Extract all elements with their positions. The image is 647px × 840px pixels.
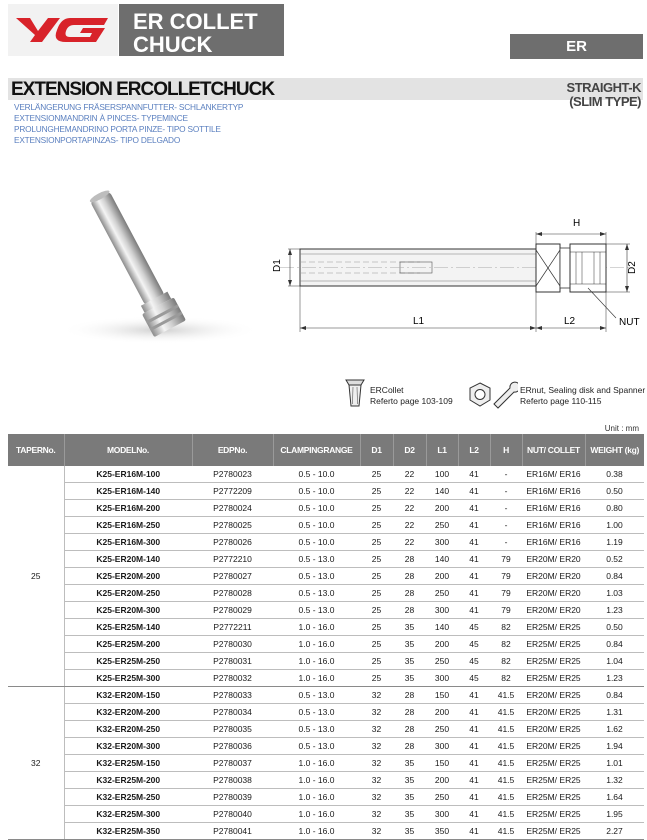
cell-model: K25-ER16M-250 — [64, 517, 192, 534]
cell-h: 41.5 — [490, 823, 522, 840]
cell-l1: 200 — [426, 500, 458, 517]
cell-h: - — [490, 466, 522, 483]
cell-weight: 1.00 — [585, 517, 644, 534]
cell-h: - — [490, 517, 522, 534]
cell-model: K32-ER25M-200 — [64, 772, 192, 789]
cell-weight: 0.84 — [585, 636, 644, 653]
cell-nut-collet: ER16M/ ER16 — [522, 534, 585, 551]
spec-table — [8, 434, 644, 840]
cell-edp: P2780034 — [192, 704, 273, 721]
cell-clamping-range: 1.0 - 16.0 — [273, 823, 360, 840]
cell-edp: P2780031 — [192, 653, 273, 670]
cell-l2: 41 — [458, 551, 490, 568]
cell-l2: 41 — [458, 823, 490, 840]
cell-model: K25-ER25M-140 — [64, 619, 192, 636]
cell-d1: 32 — [360, 789, 393, 806]
nut-reference — [520, 385, 645, 407]
cell-nut-collet: ER20M/ ER20 — [522, 602, 585, 619]
cell-h: 79 — [490, 551, 522, 568]
cell-model: K32-ER25M-150 — [64, 755, 192, 772]
cell-clamping-range: 0.5 - 10.0 — [273, 483, 360, 500]
label-d1: D1 — [272, 259, 283, 272]
cell-nut-collet: ER25M/ ER25 — [522, 772, 585, 789]
cell-weight: 0.52 — [585, 551, 644, 568]
cell-d1: 32 — [360, 687, 393, 704]
cell-nut-collet: ER16M/ ER16 — [522, 500, 585, 517]
cell-nut-collet: ER16M/ ER16 — [522, 517, 585, 534]
table-row — [8, 466, 644, 483]
cell-l1: 300 — [426, 534, 458, 551]
cell-l1: 200 — [426, 704, 458, 721]
cell-d2: 35 — [393, 653, 426, 670]
cell-d1: 32 — [360, 823, 393, 840]
cell-h: 82 — [490, 653, 522, 670]
multilingual-subtitles — [14, 102, 243, 146]
header-taper: TAPERNo. — [8, 434, 64, 466]
cell-d2: 28 — [393, 551, 426, 568]
cell-d1: 25 — [360, 500, 393, 517]
cell-d1: 32 — [360, 704, 393, 721]
cell-d2: 28 — [393, 721, 426, 738]
cell-l1: 200 — [426, 636, 458, 653]
cell-h: 82 — [490, 619, 522, 636]
cell-weight: 1.95 — [585, 806, 644, 823]
header-h: H — [490, 434, 522, 466]
technical-drawing — [270, 210, 647, 340]
cell-d2: 35 — [393, 619, 426, 636]
product-photo — [20, 180, 260, 360]
cell-nut-collet: ER25M/ ER25 — [522, 806, 585, 823]
cell-model: K25-ER16M-300 — [64, 534, 192, 551]
cell-weight: 1.03 — [585, 585, 644, 602]
cell-clamping-range: 0.5 - 13.0 — [273, 568, 360, 585]
cell-l1: 300 — [426, 602, 458, 619]
cell-clamping-range: 0.5 - 10.0 — [273, 500, 360, 517]
cell-nut-collet: ER20M/ ER25 — [522, 704, 585, 721]
subtitle-it: PROLUNGHEMANDRINO PORTA PINZE- TIPO SOTTILE — [14, 124, 221, 134]
nut-reference-page[interactable]: Referto page 110-115 — [520, 396, 602, 406]
cell-weight: 1.31 — [585, 704, 644, 721]
cell-l1: 140 — [426, 551, 458, 568]
table-row — [8, 500, 644, 517]
cell-d2: 35 — [393, 755, 426, 772]
cell-l2: 45 — [458, 670, 490, 687]
cell-h: 79 — [490, 585, 522, 602]
cell-model: K25-ER20M-140 — [64, 551, 192, 568]
cell-edp: P2780023 — [192, 466, 273, 483]
cell-h: 41.5 — [490, 772, 522, 789]
cell-l1: 140 — [426, 483, 458, 500]
nut-reference-title: ERnut, Sealing disk and Spanner — [520, 385, 646, 395]
cell-edp: P2780024 — [192, 500, 273, 517]
cell-l1: 250 — [426, 653, 458, 670]
header-d1: D1 — [360, 434, 393, 466]
cell-nut-collet: ER25M/ ER25 — [522, 755, 585, 772]
cell-nut-collet: ER16M/ ER16 — [522, 483, 585, 500]
cell-model: K25-ER20M-300 — [64, 602, 192, 619]
cell-clamping-range: 0.5 - 10.0 — [273, 517, 360, 534]
cell-l1: 140 — [426, 619, 458, 636]
cell-clamping-range: 1.0 - 16.0 — [273, 670, 360, 687]
cell-l2: 41 — [458, 466, 490, 483]
table-row — [8, 602, 644, 619]
cell-d1: 25 — [360, 636, 393, 653]
cell-model: K25-ER20M-250 — [64, 585, 192, 602]
cell-d1: 32 — [360, 806, 393, 823]
cell-nut-collet: ER25M/ ER25 — [522, 619, 585, 636]
cell-nut-collet: ER25M/ ER25 — [522, 636, 585, 653]
cell-nut-collet: ER25M/ ER25 — [522, 653, 585, 670]
table-row — [8, 772, 644, 789]
table-row — [8, 534, 644, 551]
cell-l1: 200 — [426, 772, 458, 789]
cell-h: 41.5 — [490, 687, 522, 704]
cell-nut-collet: ER20M/ ER20 — [522, 568, 585, 585]
table-row — [8, 738, 644, 755]
cell-h: 82 — [490, 636, 522, 653]
cell-model: K25-ER25M-250 — [64, 653, 192, 670]
type-label — [567, 81, 641, 109]
cell-l1: 300 — [426, 806, 458, 823]
cell-edp: P2780038 — [192, 772, 273, 789]
table-row — [8, 687, 644, 704]
cell-weight: 2.27 — [585, 823, 644, 840]
cell-edp: P2780039 — [192, 789, 273, 806]
cell-nut-collet: ER20M/ ER25 — [522, 687, 585, 704]
cell-clamping-range: 0.5 - 13.0 — [273, 551, 360, 568]
label-d2: D2 — [627, 261, 638, 274]
cell-nut-collet: ER20M/ ER20 — [522, 585, 585, 602]
brand-logo — [8, 4, 118, 56]
cell-l1: 300 — [426, 738, 458, 755]
title-line-1: ER COLLET — [133, 9, 258, 34]
label-l2: L2 — [564, 316, 576, 327]
label-h: H — [573, 218, 581, 229]
cell-weight: 0.80 — [585, 500, 644, 517]
cell-clamping-range: 1.0 - 16.0 — [273, 789, 360, 806]
header-weight: WEIGHT (kg) — [585, 434, 644, 466]
cell-weight: 1.62 — [585, 721, 644, 738]
cell-model: K32-ER20M-200 — [64, 704, 192, 721]
table-row — [8, 755, 644, 772]
cell-l2: 45 — [458, 619, 490, 636]
cell-clamping-range: 1.0 - 16.0 — [273, 755, 360, 772]
header-edp: EDPNo. — [192, 434, 273, 466]
table-row — [8, 823, 644, 840]
cell-clamping-range: 1.0 - 16.0 — [273, 636, 360, 653]
collet-reference — [370, 385, 453, 407]
cell-d2: 35 — [393, 806, 426, 823]
type-line-2: (SLIM TYPE) — [569, 94, 641, 109]
cell-edp: P2780036 — [192, 738, 273, 755]
cell-d2: 28 — [393, 585, 426, 602]
cell-edp: P2780027 — [192, 568, 273, 585]
subtitle-fr: EXTENSIONMANDRIN À PINCES- TYPEMINCE — [14, 113, 188, 123]
cell-l2: 41 — [458, 755, 490, 772]
cell-clamping-range: 0.5 - 13.0 — [273, 738, 360, 755]
cell-d1: 25 — [360, 517, 393, 534]
cell-nut-collet: ER25M/ ER25 — [522, 670, 585, 687]
cell-l2: 41 — [458, 585, 490, 602]
cell-d2: 28 — [393, 687, 426, 704]
cell-l2: 41 — [458, 806, 490, 823]
cell-h: 41.5 — [490, 721, 522, 738]
cell-h: - — [490, 483, 522, 500]
cell-clamping-range: 1.0 - 16.0 — [273, 619, 360, 636]
cell-l2: 41 — [458, 738, 490, 755]
cell-l1: 250 — [426, 517, 458, 534]
cell-model: K32-ER25M-250 — [64, 789, 192, 806]
cell-d1: 25 — [360, 602, 393, 619]
cell-l2: 45 — [458, 636, 490, 653]
cell-l1: 150 — [426, 687, 458, 704]
cell-d2: 28 — [393, 704, 426, 721]
cell-model: K32-ER20M-150 — [64, 687, 192, 704]
cell-edp: P2780032 — [192, 670, 273, 687]
cell-h: 41.5 — [490, 704, 522, 721]
cell-l1: 300 — [426, 670, 458, 687]
table-row — [8, 619, 644, 636]
table-row — [8, 585, 644, 602]
cell-edp: P2772211 — [192, 619, 273, 636]
title-line-2: CHUCK — [133, 32, 213, 57]
collet-reference-page[interactable]: Referto page 103-109 — [370, 396, 453, 406]
header-clamping-range: CLAMPINGRANGE — [273, 434, 360, 466]
table-row — [8, 721, 644, 738]
collet-reference-title: ERCollet — [370, 385, 404, 395]
cell-d2: 35 — [393, 670, 426, 687]
cell-weight: 1.32 — [585, 772, 644, 789]
cell-model: K25-ER20M-200 — [64, 568, 192, 585]
cell-clamping-range: 1.0 - 16.0 — [273, 772, 360, 789]
cell-nut-collet: ER20M/ ER20 — [522, 551, 585, 568]
cell-nut-collet: ER16M/ ER16 — [522, 466, 585, 483]
cell-taper: 25 — [8, 466, 64, 687]
cell-d2: 22 — [393, 517, 426, 534]
cell-d2: 35 — [393, 636, 426, 653]
table-row — [8, 636, 644, 653]
cell-h: 41.5 — [490, 806, 522, 823]
cell-d1: 25 — [360, 483, 393, 500]
collet-icon — [344, 377, 366, 409]
cell-h: 79 — [490, 602, 522, 619]
cell-model: K32-ER20M-250 — [64, 721, 192, 738]
cell-clamping-range: 1.0 - 16.0 — [273, 653, 360, 670]
cell-h: 82 — [490, 670, 522, 687]
cell-h: 79 — [490, 568, 522, 585]
cell-l2: 41 — [458, 534, 490, 551]
cell-d2: 28 — [393, 602, 426, 619]
cell-l2: 41 — [458, 568, 490, 585]
cell-model: K25-ER16M-100 — [64, 466, 192, 483]
cell-l1: 250 — [426, 721, 458, 738]
cell-model: K25-ER25M-300 — [64, 670, 192, 687]
cell-weight: 1.23 — [585, 602, 644, 619]
header-l1: L1 — [426, 434, 458, 466]
cell-weight: 1.01 — [585, 755, 644, 772]
cell-edp: P2780037 — [192, 755, 273, 772]
cell-edp: P2780028 — [192, 585, 273, 602]
cell-l2: 45 — [458, 653, 490, 670]
cell-nut-collet: ER25M/ ER25 — [522, 789, 585, 806]
cell-l2: 41 — [458, 483, 490, 500]
cell-d1: 25 — [360, 534, 393, 551]
cell-model: K32-ER25M-350 — [64, 823, 192, 840]
cell-clamping-range: 0.5 - 13.0 — [273, 585, 360, 602]
cell-weight: 0.84 — [585, 687, 644, 704]
nut-spanner-icon — [466, 380, 518, 410]
label-nut: NUT — [619, 317, 640, 328]
table-row — [8, 670, 644, 687]
cell-edp: P2780026 — [192, 534, 273, 551]
cell-model: K25-ER16M-140 — [64, 483, 192, 500]
cell-l2: 41 — [458, 789, 490, 806]
cell-clamping-range: 0.5 - 13.0 — [273, 704, 360, 721]
cell-d1: 25 — [360, 585, 393, 602]
cell-edp: P2780040 — [192, 806, 273, 823]
cell-model: K32-ER25M-300 — [64, 806, 192, 823]
cell-d2: 28 — [393, 568, 426, 585]
cell-edp: P2780041 — [192, 823, 273, 840]
cell-d1: 32 — [360, 738, 393, 755]
cell-clamping-range: 0.5 - 10.0 — [273, 534, 360, 551]
cell-nut-collet: ER20M/ ER25 — [522, 738, 585, 755]
cell-d2: 35 — [393, 789, 426, 806]
cell-edp: P2772210 — [192, 551, 273, 568]
cell-d2: 22 — [393, 500, 426, 517]
table-row — [8, 551, 644, 568]
cell-l2: 41 — [458, 687, 490, 704]
table-row — [8, 704, 644, 721]
cell-weight: 0.38 — [585, 466, 644, 483]
label-l1: L1 — [413, 316, 425, 327]
header-nut-collet: NUT/ COLLET — [522, 434, 585, 466]
cell-h: 41.5 — [490, 755, 522, 772]
section-title: EXTENSION ERCOLLETCHUCK — [11, 79, 275, 100]
cell-d2: 22 — [393, 534, 426, 551]
cell-model: K25-ER16M-200 — [64, 500, 192, 517]
table-row — [8, 517, 644, 534]
cell-weight: 1.64 — [585, 789, 644, 806]
cell-weight: 1.04 — [585, 653, 644, 670]
table-row — [8, 568, 644, 585]
cell-weight: 1.23 — [585, 670, 644, 687]
cell-l1: 100 — [426, 466, 458, 483]
cell-clamping-range: 0.5 - 13.0 — [273, 721, 360, 738]
cell-d2: 22 — [393, 466, 426, 483]
cell-d1: 25 — [360, 568, 393, 585]
cell-d1: 32 — [360, 755, 393, 772]
cell-weight: 0.84 — [585, 568, 644, 585]
cell-d2: 22 — [393, 483, 426, 500]
cell-nut-collet: ER20M/ ER25 — [522, 721, 585, 738]
cell-l2: 41 — [458, 500, 490, 517]
table-row — [8, 806, 644, 823]
cell-weight: 1.19 — [585, 534, 644, 551]
cell-h: - — [490, 534, 522, 551]
cell-l2: 41 — [458, 517, 490, 534]
cell-d1: 32 — [360, 721, 393, 738]
cell-l2: 41 — [458, 721, 490, 738]
type-line-1: STRAIGHT-K — [566, 80, 641, 95]
table-row — [8, 653, 644, 670]
cell-edp: P2780030 — [192, 636, 273, 653]
table-header-row — [8, 434, 644, 466]
cell-l2: 41 — [458, 772, 490, 789]
cell-l1: 250 — [426, 789, 458, 806]
cell-d2: 35 — [393, 823, 426, 840]
header-model: MODELNo. — [64, 434, 192, 466]
cell-weight: 1.94 — [585, 738, 644, 755]
cell-edp: P2780025 — [192, 517, 273, 534]
cell-edp: P2780033 — [192, 687, 273, 704]
cell-clamping-range: 1.0 - 16.0 — [273, 806, 360, 823]
cell-h: 41.5 — [490, 738, 522, 755]
cell-edp: P2780035 — [192, 721, 273, 738]
cell-weight: 0.50 — [585, 619, 644, 636]
cell-edp: P2772209 — [192, 483, 273, 500]
cell-l2: 41 — [458, 602, 490, 619]
cell-clamping-range: 0.5 - 13.0 — [273, 602, 360, 619]
cell-l1: 200 — [426, 568, 458, 585]
cell-edp: P2780029 — [192, 602, 273, 619]
cell-d1: 25 — [360, 670, 393, 687]
product-family-title — [119, 4, 284, 56]
header-d2: D2 — [393, 434, 426, 466]
cell-clamping-range: 0.5 - 13.0 — [273, 687, 360, 704]
table-row — [8, 483, 644, 500]
yg-logo-icon — [8, 4, 118, 56]
cell-nut-collet: ER25M/ ER25 — [522, 823, 585, 840]
category-tag: ER — [510, 34, 643, 59]
cell-d1: 25 — [360, 619, 393, 636]
cell-d2: 35 — [393, 772, 426, 789]
subtitle-es: EXTENSIONPORTAPINZAS- TIPO DELGADO — [14, 135, 181, 145]
header-l2: L2 — [458, 434, 490, 466]
cell-h: - — [490, 500, 522, 517]
cell-clamping-range: 0.5 - 10.0 — [273, 466, 360, 483]
cell-l2: 41 — [458, 704, 490, 721]
cell-d1: 25 — [360, 551, 393, 568]
subtitle-de: VERLÄNGERUNG FRÄSERSPANNFUTTER- SCHLANKERTYP — [14, 102, 244, 112]
cell-l1: 150 — [426, 755, 458, 772]
cell-d1: 25 — [360, 466, 393, 483]
cell-l1: 350 — [426, 823, 458, 840]
cell-model: K32-ER20M-300 — [64, 738, 192, 755]
cell-taper: 32 — [8, 687, 64, 840]
cell-d2: 28 — [393, 738, 426, 755]
cell-d1: 32 — [360, 772, 393, 789]
cell-h: 41.5 — [490, 789, 522, 806]
unit-label: Unit : mm — [604, 424, 639, 433]
cell-d1: 25 — [360, 653, 393, 670]
table-row — [8, 789, 644, 806]
cell-model: K25-ER25M-200 — [64, 636, 192, 653]
cell-l1: 250 — [426, 585, 458, 602]
cell-weight: 0.50 — [585, 483, 644, 500]
table-body — [8, 466, 644, 840]
